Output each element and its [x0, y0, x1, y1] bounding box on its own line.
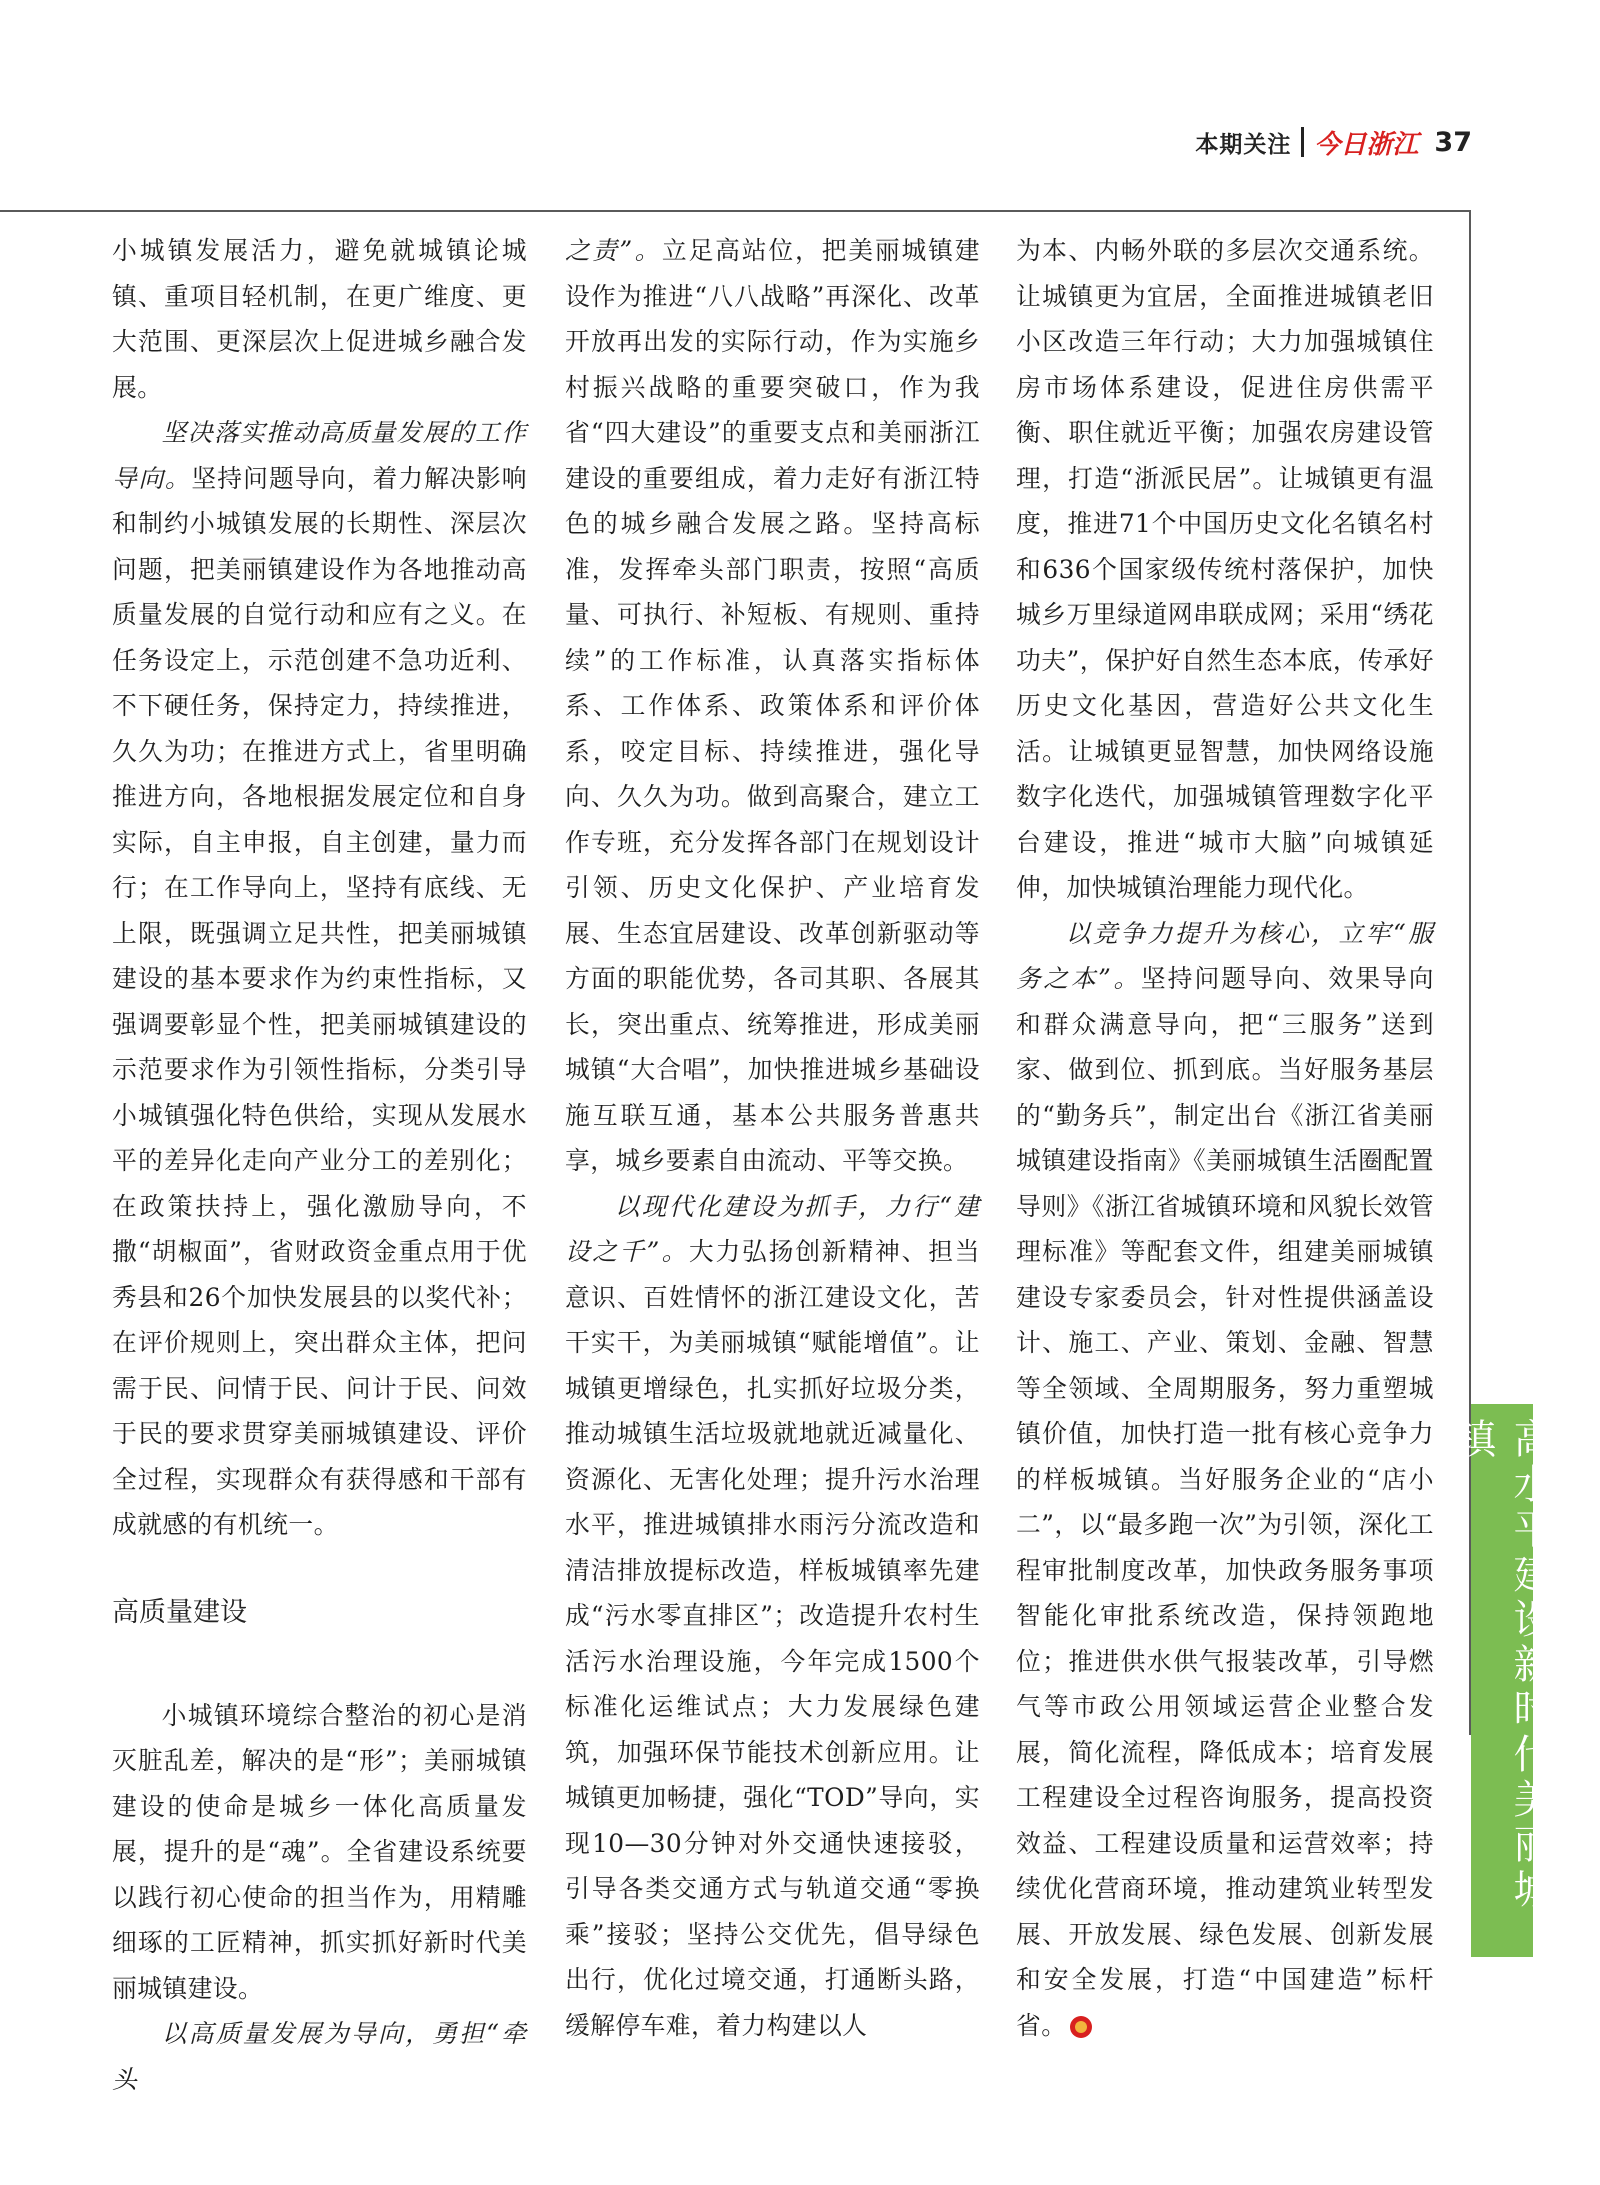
magazine-logo: 今日浙江	[1314, 129, 1419, 160]
paragraph	[112, 410, 527, 1548]
column-2	[565, 228, 980, 2048]
header-divider	[1301, 127, 1304, 157]
paragraph-lead: 以现代化建设为抓手，力行“建设之千”。	[565, 1191, 980, 1266]
paragraph-lead: 以竞争力提升为核心，立牢“服务之本”。	[1016, 918, 1434, 993]
paragraph	[112, 2011, 527, 2102]
side-tab-text: 高水平建设新时代美丽城镇	[1450, 1418, 1553, 1913]
top-rule	[0, 210, 1471, 212]
section-heading: 高质量建设	[112, 1596, 247, 1628]
column-1	[112, 228, 527, 2102]
paragraph: 为本、内畅外联的多层次交通系统。让城镇更为宜居，全面推进城镇老旧小区改造三年行动；大力加强城镇住房市场体系建设，促进住房供需平衡、职住就近平衡；加强农房建设管理，打造“浙派民居”。让城镇更有温度，推进71个中国历史文化名镇名村和636个国家级传统村落保护，加快城乡万里绿道网串联成网；采用“绣花功夫”，保护好自然生态本底，传承好历史文化基因，营造好公共文化生活。让城镇更显智慧，加快网络设施数字化迭代，加强城镇管理数字化平台建设，推进“城市大脑”向城镇延伸，加快城镇治理能力现代化。	[1016, 236, 1434, 902]
page-number: 37	[1434, 126, 1472, 158]
paragraph	[1016, 911, 1434, 2049]
paragraph: 小城镇环境综合整治的初心是消灭脏乱差，解决的是“形”；美丽城镇建设的使命是城乡一体化高质量发展，提升的是“魂”。全省建设系统要以践行初心使命的担当作为，用精雕细琢的工匠精神，抓实抓好新时代美丽城镇建设。	[112, 1700, 527, 2003]
paragraph-lead: 坚决落实推动高质量发展的工作导向。	[112, 418, 527, 493]
end-mark-icon	[1070, 2016, 1092, 2038]
paragraph-lead: 之责”。	[565, 236, 662, 265]
paragraph: 小城镇发展活力，避免就城镇论城镇、重项目轻机制，在更广维度、更大范围、更深层次上促进城乡融合发展。	[112, 236, 527, 402]
paragraph	[565, 228, 980, 1184]
paragraph	[565, 1184, 980, 2049]
paragraph-body: 大力弘扬创新精神、担当意识、百姓情怀的浙江建设文化，苦干实干，为美丽城镇“赋能增值”。让城镇更增绿色，扎实抓好垃圾分类，推动城镇生活垃圾就地就近减量化、资源化、无害化处理；提升污水治理水平，推进城镇排水雨污分流改造和清洁排放提标改造，样板城镇率先建成“污水零直排区”；改造提升农村生活污水治理设施，今年完成1500个标准化运维试点；大力发展绿色建筑，加强环保节能技术创新应用。让城镇更加畅捷，强化“TOD”导向，实现10—30分钟对外交通快速接驳，引导各类交通方式与轨道交通“零换乘”接驳；坚持公交优先，倡导绿色出行，优化过境交通，打通断头路，缓解停车难，着力构建以人	[565, 1237, 980, 2040]
side-tab	[1450, 1404, 1553, 1957]
paragraph-lead: 以高质量发展为导向，勇担“牵头	[112, 2019, 527, 2094]
column-3	[1016, 228, 1434, 2048]
section-label: 本期关注	[1195, 131, 1292, 158]
page-header	[1195, 122, 1472, 162]
paragraph-body: 立足高站位，把美丽城镇建设作为推进“八八战略”再深化、改革开放再出发的实际行动，作为实施乡村振兴战略的重要突破口，作为我省“四大建设”的重要支点和美丽浙江建设的重要组成，着力走好有浙江特色的城乡融合发展之路。坚持高标准，发挥牵头部门职责，按照“高质量、可执行、补短板、有规则、重持续”的工作标准，认真落实指标体系、工作体系、政策体系和评价体系，咬定目标、持续推进，强化导向、久久为功。做到高聚合，建立工作专班，充分发挥各部门在规划设计引领、历史文化保护、产业培育发展、生态宜居建设、改革创新驱动等方面的职能优势，各司其职、各展其长，突出重点、统筹推进，形成美丽城镇“大合唱”，加快推进城乡基础设施互联互通，基本公共服务普惠共享，城乡要素自由流动、平等交换。	[565, 236, 980, 1175]
paragraph-body: 坚持问题导向、效果导向和群众满意导向，把“三服务”送到家、做到位、抓到底。当好服务基层的“勤务兵”，制定出台《浙江省美丽城镇建设指南》《美丽城镇生活圈配置导则》《浙江省城镇环境和风貌长效管理标准》等配套文件，组建美丽城镇建设专家委员会，针对性提供涵盖设计、施工、产业、策划、金融、智慧等全领域、全周期服务，努力重塑城镇价值，加快打造一批有核心竞争力的样板城镇。当好服务企业的“店小二”，以“最多跑一次”为引领，深化工程审批制度改革，加快政务服务事项智能化审批系统改造，保持领跑地位；推进供水供气报装改革，引导燃气等市政公用领域运营企业整合发展，简化流程，降低成本；培育发展工程建设全过程咨询服务，提高投资效益、工程建设质量和运营效率；持续优化营商环境，推动建筑业转型发展、开放发展、绿色发展、创新发展和安全发展，打造“中国建造”标杆省。	[1016, 964, 1434, 2040]
paragraph-body: 坚持问题导向，着力解决影响和制约小城镇发展的长期性、深层次问题，把美丽镇建设作为各地推动高质量发展的自觉行动和应有之义。在任务设定上，示范创建不急功近利、不下硬任务，保持定力，持续推进，久久为功；在推进方式上，省里明确推进方向，各地根据发展定位和自身实际，自主申报，自主创建，量力而行；在工作导向上，坚持有底线、无上限，既强调立足共性，把美丽城镇建设的基本要求作为约束性指标，又强调要彰显个性，把美丽城镇建设的示范要求作为引领性指标，分类引导小城镇强化特色供给，实现从发展水平的差异化走向产业分工的差别化；在政策扶持上，强化激励导向，不撒“胡椒面”，省财政资金重点用于优秀县和26个加快发展县的以奖代补；在评价规则上，突出群众主体，把问需于民、问情于民、问计于民、问效于民的要求贯穿美丽城镇建设、评价全过程，实现群众有获得感和干部有成就感的有机统一。	[112, 463, 527, 1539]
